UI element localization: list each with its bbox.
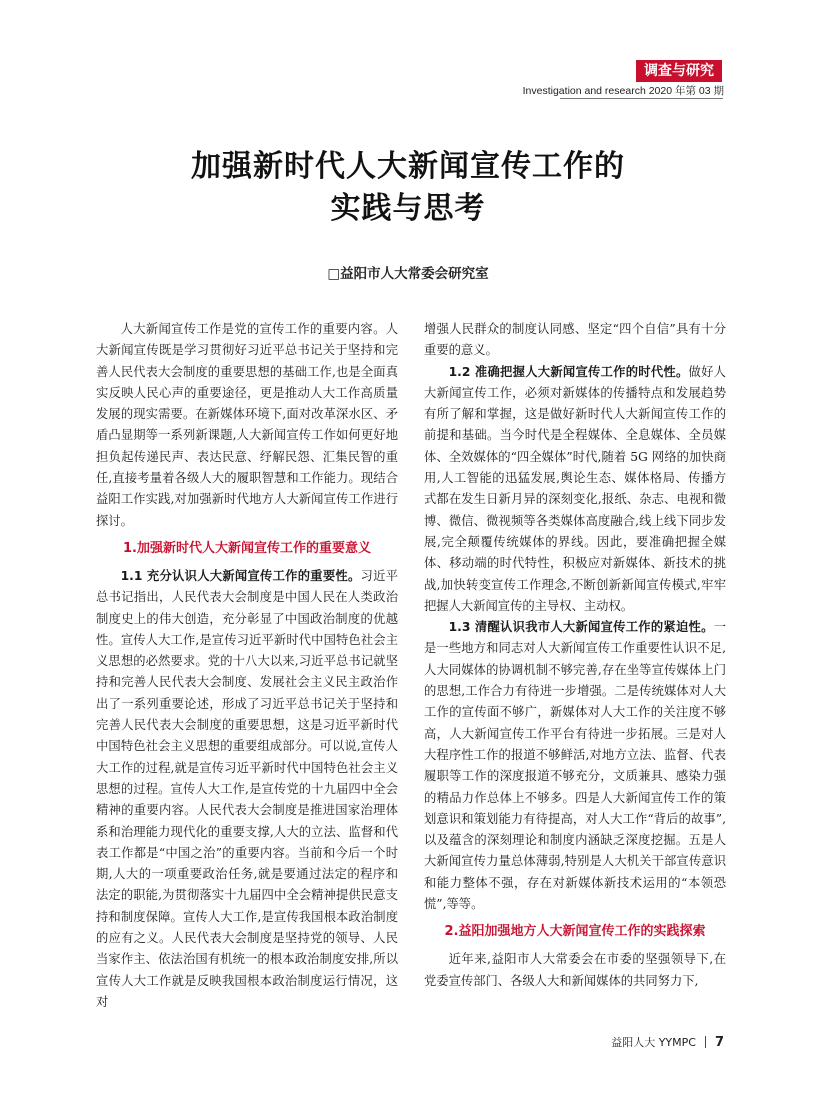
section-1-heading: 1.加强新时代人大新闻宣传工作的重要意义 xyxy=(123,540,371,556)
author-line: □益阳市人大常委会研究室 xyxy=(327,266,489,282)
journal-name: 益阳人大 YYMPC xyxy=(611,1036,696,1049)
subsection-1-2-heading: 1.2 准确把握人大新闻宣传工作的时代性。 xyxy=(448,364,689,379)
subsection-1-1 xyxy=(96,566,398,1013)
column-tag: 调查与研究 xyxy=(636,60,722,82)
header-divider xyxy=(560,98,723,99)
subsection-1-3 xyxy=(424,617,726,915)
page-footer xyxy=(611,1034,724,1050)
issue-info: Investigation and research 2020 年第 03 期 xyxy=(522,85,724,97)
intro-paragraph: 人大新闻宣传工作是党的宣传工作的重要内容。人大新闻宣传既是学习贯彻好习近平总书记关于坚持和完善人民代表大会制度的重要思想的基础工作,也是全面真实反映人民心声的重要途径，更是推动人大工作高质量发展的现实需要。在新媒体环境下,面对改革深水区、矛盾凸显期等一系列新课题,人大新闻宣传工作如何更好地担负起传递民声、表达民意、纾解民怨、汇集民智的重任,直接考量着各级人大的履职智慧和工作能力。现结合益阳工作实践,对加强新时代地方人大新闻宣传工作进行探讨。 xyxy=(96,322,398,528)
page-number: 7 xyxy=(714,1035,724,1050)
article-title xyxy=(0,146,816,230)
subsection-1-3-heading: 1.3 清醒认识我市人大新闻宣传工作的紧迫性。 xyxy=(448,620,714,635)
subsection-1-1-heading: 1.1 充分认识人大新闻宣传工作的重要性。 xyxy=(120,568,361,583)
right-column xyxy=(424,319,726,992)
section-2-heading: 2.益阳加强地方人大新闻宣传工作的实践探索 xyxy=(444,924,706,940)
subsection-1-3-text: 一是一些地方和同志对人大新闻宣传工作重要性认识不足,人大同媒体的协调机制不够完善,存在坐等宣传媒体上门的思想,工作合力有待进一步增强。二是传统媒体对人大工作的宣传面不够广，新媒体对人大工作的关注度不够高，人大新闻宣传工作平台有待进一步拓展。三是对人大程序性工作的报道不够鲜活,对地方立法、监督、代表履职等工作的深度报道不够充分，文质兼具、感染力强的精品力作总体上不够多。四是人大新闻宣传工作的策划意识和策划能力有待提高，对人大工作“背后的故事”,以及蕴含的深刻理论和制度内涵缺乏深度挖掘。五是人大新闻宣传力量总体薄弱,特别是人大机关干部宣传意识和能力整体不强，存在对新媒体新技术运用的“本领恐慌”,等等。 xyxy=(424,620,726,912)
footer-divider xyxy=(705,1036,706,1048)
subsection-1-2-text: 做好人大新闻宣传工作，必须对新媒体的传播特点和发展趋势有所了解和掌握，这是做好新时代人大新闻宣传工作的前提和基础。当今时代是全程媒体、全息媒体、全员媒体、全效媒体的“四全媒体”时代,随着 5G 网络的加快商用,人工智能的迅猛发展,舆论生态、媒体格局、传播方式都在发生日新月异的深刻变化,报纸、杂志、电视和微博、微信、微视频等各类媒体高度融合,线上线下同步发展,完全颠覆传统媒体的界线。因此，要准确把握全媒体、移动端的时代特性，积极应对新媒体、新技术的挑战,加快转变宣传工作理念,不断创新新闻宣传模式,牢牢把握人大新闻宣传的主导权、主动权。 xyxy=(424,364,726,613)
left-column xyxy=(96,319,398,1013)
continued-paragraph: 增强人民群众的制度认同感、坚定“四个自信”具有十分重要的意义。 xyxy=(424,322,726,358)
subsection-1-1-text: 习近平总书记指出，人民代表大会制度是中国人民在人类政治制度史上的伟大创造，充分彰显了中国政治制度的优越性。宣传人大工作,是宣传习近平新时代中国特色社会主义思想的必然要求。党的十八大以来,习近平总书记就坚持和完善人民代表大会制度、发展社会主义民主政治作出了一系列重要论述，形成了习近平总书记关于坚持和完善人民代表大会制度的重要思想，这是习近平新时代中国特色社会主义思想的重要组成部分。可以说,宣传人大工作的过程,就是宣传习近平新时代中国特色社会主义思想的过程。宣传人大工作,是宣传党的十九届四中全会精神的重要内容。人民代表大会制度是推进国家治理体系和治理能力现代化的重要支撑,人大的立法、监督和代表工作都是“中国之治”的重要内容。当前和今后一个时期,人大的一项重要政治任务,就是要通过法定的程序和法定的职能,为贯彻落实十九届四中全会精神提供民意支持和制度保障。宣传人大工作,是宣传我国根本政治制度的应有之义。人民代表大会制度是坚持党的领导、人民当家作主、依法治国有机统一的根本政治制度安排,所以宣传人大工作就是反映我国根本政治制度运行情况，这对 xyxy=(96,568,398,1009)
title-line-2: 实践与思考 xyxy=(330,191,486,226)
section-2-paragraph: 近年来,益阳市人大常委会在市委的坚强领导下,在党委宣传部门、各级人大和新闻媒体的共同努力下, xyxy=(424,952,726,988)
subsection-1-2 xyxy=(424,362,726,618)
title-line-1: 加强新时代人大新闻宣传工作的 xyxy=(191,149,625,184)
